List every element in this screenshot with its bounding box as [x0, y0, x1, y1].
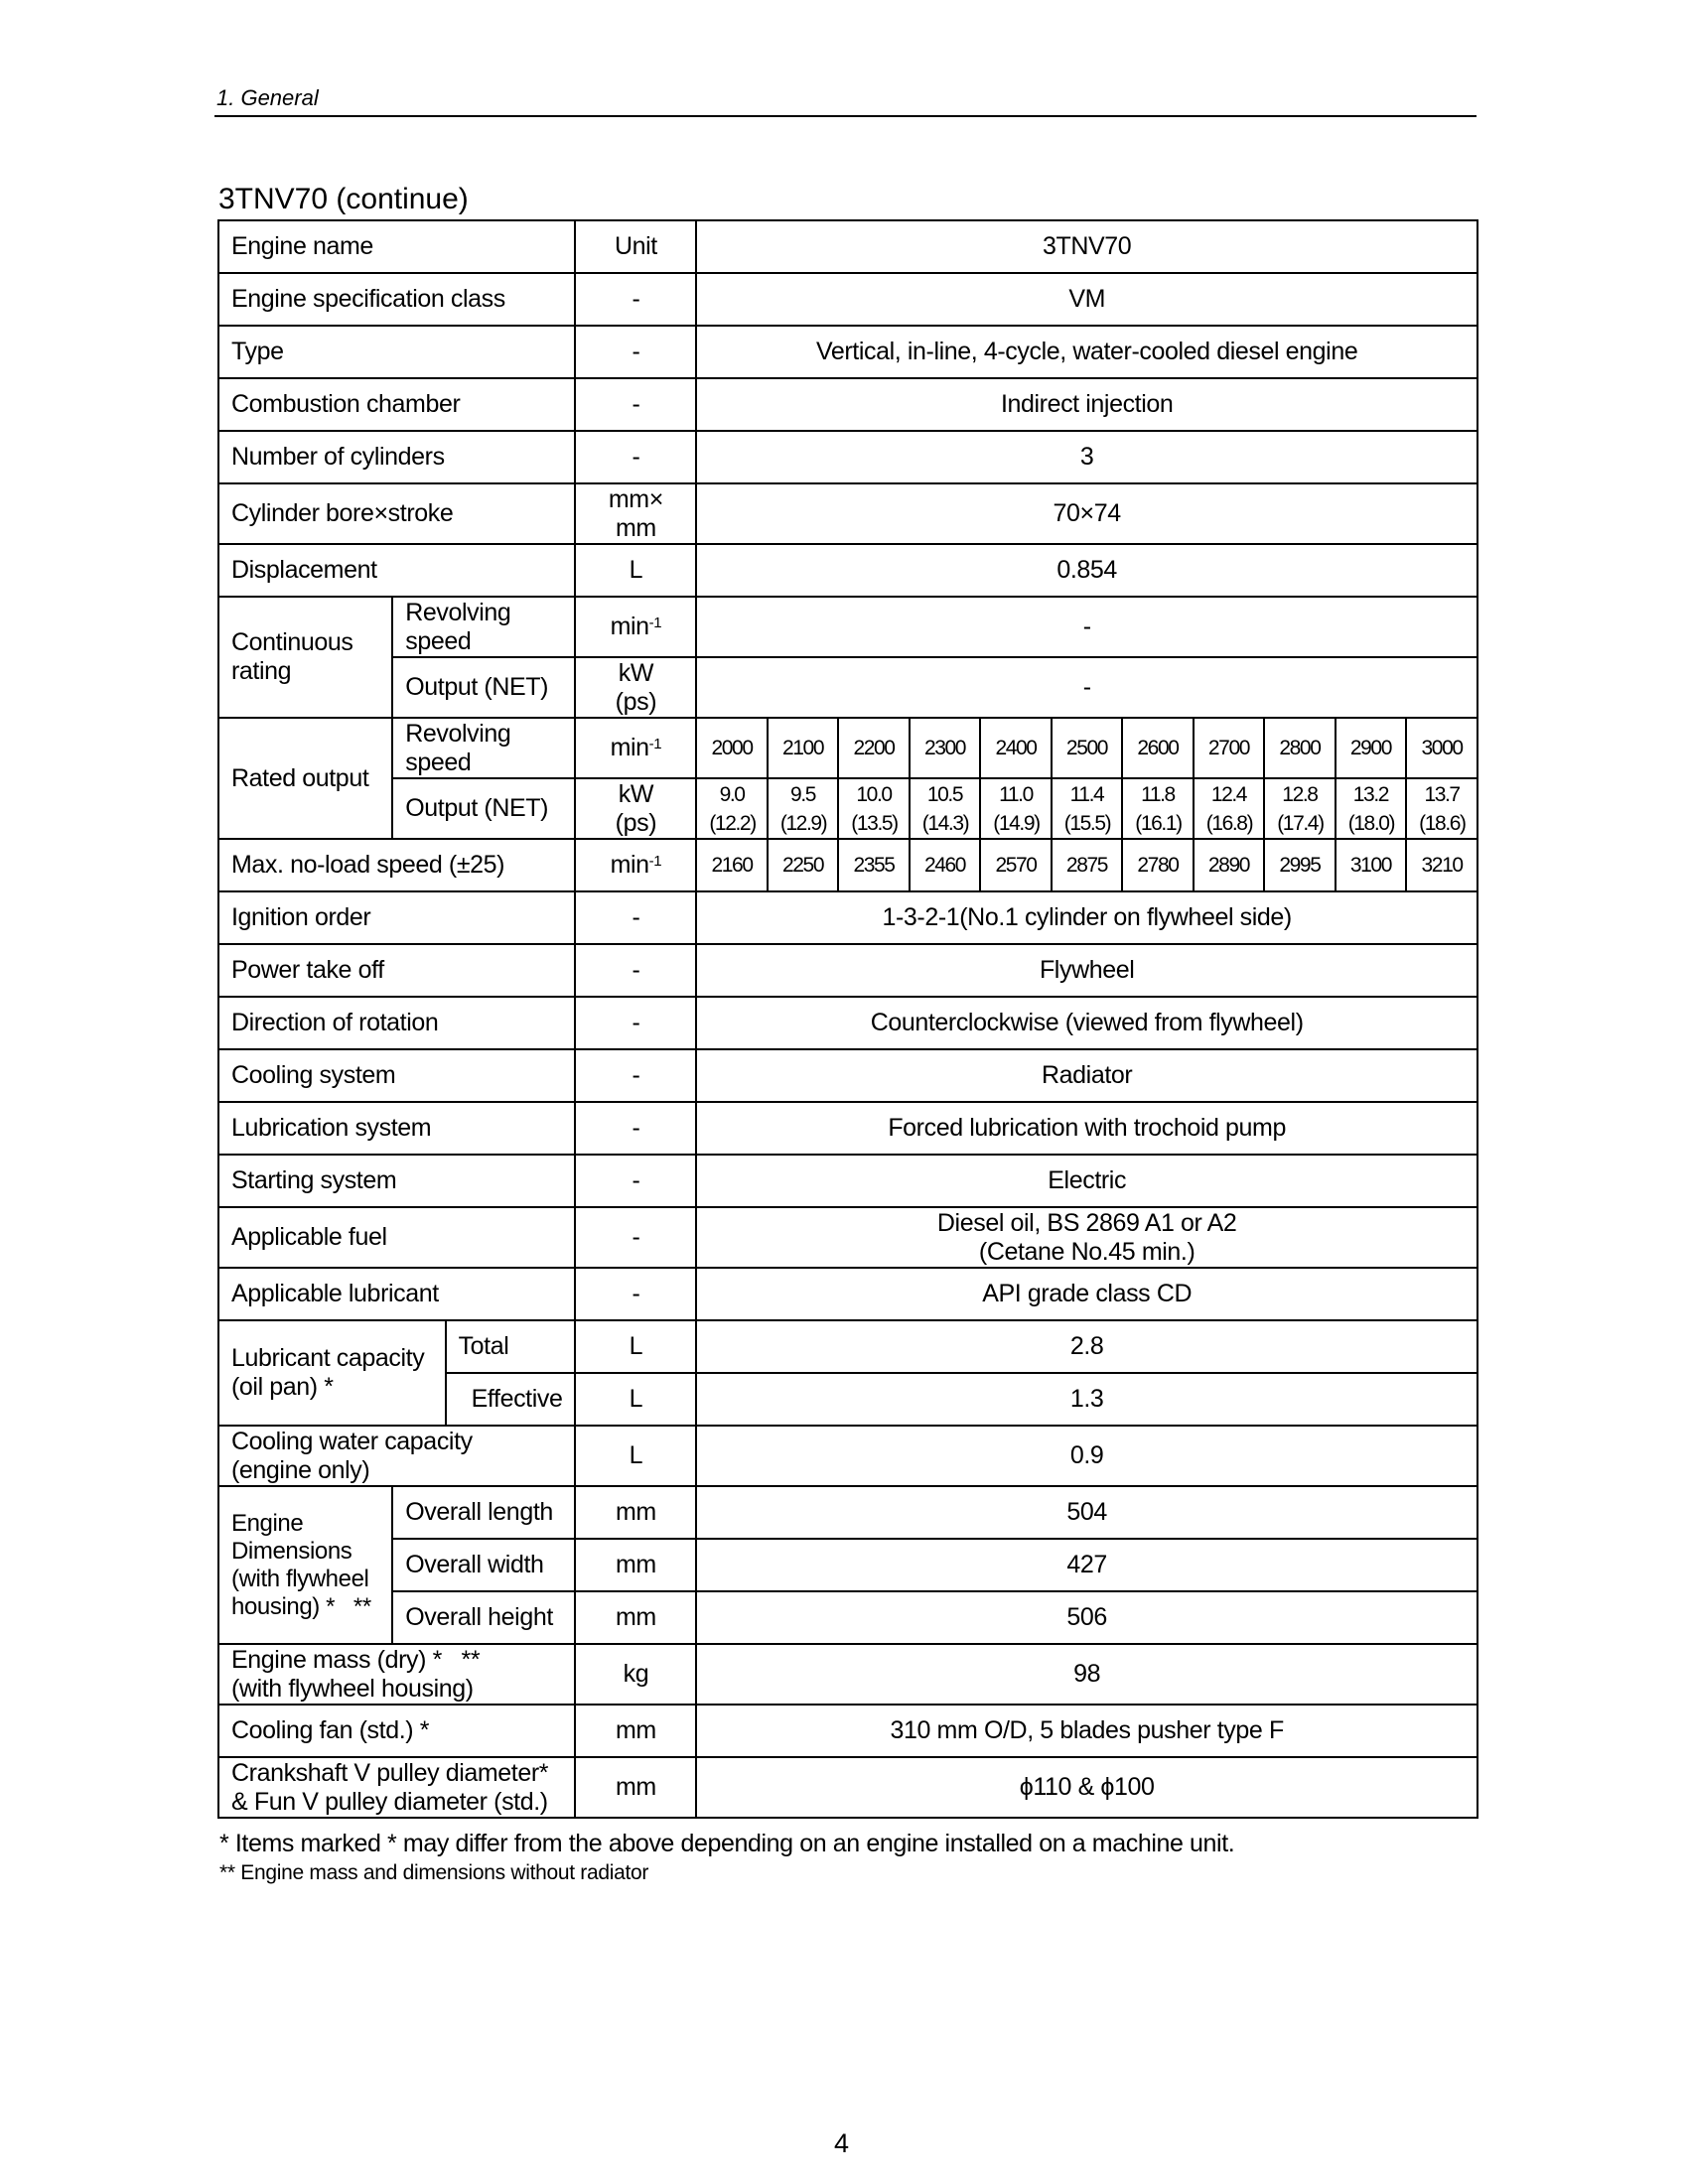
footnote: ** Engine mass and dimensions without radiator	[219, 1861, 649, 1884]
group-label: Rated output	[218, 718, 392, 839]
footnote: * Items marked * may differ from the above depending on an engine installed on a machine unit.	[219, 1830, 1235, 1857]
noload-speed-cell: 2570	[980, 839, 1051, 891]
table-row	[218, 1207, 1477, 1268]
row-label: Starting system	[218, 1155, 575, 1207]
row-unit: mm	[575, 1486, 696, 1539]
output-kw: 11.4	[1069, 782, 1104, 806]
output-kw: 11.8	[1141, 782, 1175, 806]
row-value: 0.854	[696, 544, 1477, 597]
output-ps: (14.9)	[993, 811, 1040, 835]
output-kw: 12.8	[1282, 782, 1318, 806]
unit-text: min	[610, 851, 649, 879]
output-kw: 11.0	[999, 782, 1033, 806]
unit-header: Unit	[575, 220, 696, 273]
label-line: Revolving	[405, 719, 511, 748]
unit-line: kW	[618, 658, 654, 687]
sub-label	[392, 718, 575, 778]
output-kw: 12.4	[1210, 782, 1247, 806]
label-line: Lubricant capacity	[231, 1344, 425, 1372]
row-unit: L	[575, 1373, 696, 1426]
table-row	[218, 326, 1477, 378]
table-row	[218, 891, 1477, 944]
row-value: Forced lubrication with trochoid pump	[696, 1102, 1477, 1155]
table-row	[218, 839, 1477, 891]
table-row	[218, 718, 1477, 778]
row-value: 1-3-2-1(No.1 cylinder on flywheel side)	[696, 891, 1477, 944]
label-line: speed	[405, 626, 472, 655]
rated-output-cell	[1264, 778, 1335, 839]
row-value: Electric	[696, 1155, 1477, 1207]
row-value: Vertical, in-line, 4-cycle, water-cooled diesel engine	[696, 326, 1477, 378]
rated-speed-cell: 2700	[1194, 718, 1264, 778]
table-row	[218, 1591, 1477, 1644]
row-value: -	[696, 597, 1477, 657]
section-header: 1. General	[216, 85, 319, 110]
output-ps: (16.8)	[1205, 811, 1253, 835]
table-row	[218, 997, 1477, 1049]
row-label: Combustion chamber	[218, 378, 575, 431]
row-unit: -	[575, 378, 696, 431]
noload-speed-cell: 2250	[768, 839, 838, 891]
row-label: Power take off	[218, 944, 575, 997]
table-row	[218, 944, 1477, 997]
label-line: Continuous	[231, 628, 353, 656]
label-line: Cooling water capacity	[231, 1427, 473, 1455]
rated-speed-cell: 2200	[838, 718, 909, 778]
row-value: 427	[696, 1539, 1477, 1591]
rated-output-cell	[1336, 778, 1406, 839]
row-value: VM	[696, 273, 1477, 326]
table-row	[218, 273, 1477, 326]
row-label: Cylinder bore×stroke	[218, 483, 575, 544]
output-ps: (12.2)	[709, 811, 756, 835]
value-line: Diesel oil, BS 2869 A1 or A2	[936, 1208, 1237, 1237]
unit-line: mm	[615, 513, 656, 542]
row-label: Number of cylinders	[218, 431, 575, 483]
rated-speed-cell: 2400	[980, 718, 1051, 778]
table-row	[218, 1268, 1477, 1320]
row-label: Type	[218, 326, 575, 378]
unit-exponent: -1	[648, 614, 662, 631]
output-ps: (12.9)	[779, 811, 827, 835]
row-unit	[575, 657, 696, 718]
row-unit: -	[575, 1102, 696, 1155]
table-row	[218, 597, 1477, 657]
unit-exponent: -1	[648, 853, 662, 870]
output-kw: 13.7	[1424, 782, 1460, 806]
noload-speed-cell: 2355	[838, 839, 909, 891]
row-label: Applicable lubricant	[218, 1268, 575, 1320]
row-unit: mm	[575, 1591, 696, 1644]
row-label	[218, 1426, 575, 1486]
noload-speed-cell: 2995	[1264, 839, 1335, 891]
unit-line: mm×	[608, 484, 663, 513]
table-row	[218, 483, 1477, 544]
output-kw: 9.5	[790, 782, 816, 806]
row-value: Flywheel	[696, 944, 1477, 997]
row-unit: mm	[575, 1757, 696, 1818]
row-unit	[575, 483, 696, 544]
rated-speed-cell: 2500	[1052, 718, 1122, 778]
sub-label: Overall width	[392, 1539, 575, 1591]
row-label: Displacement	[218, 544, 575, 597]
output-ps: (15.5)	[1063, 811, 1111, 835]
output-ps: (18.0)	[1347, 811, 1395, 835]
row-unit: mm	[575, 1705, 696, 1757]
table-row	[218, 1644, 1477, 1705]
rated-speed-cell: 2000	[696, 718, 767, 778]
row-unit	[575, 718, 696, 778]
sub-label: Effective	[446, 1373, 576, 1426]
table-row	[218, 1705, 1477, 1757]
rated-output-cell	[1406, 778, 1477, 839]
label-line: Revolving	[405, 598, 511, 626]
row-value: 3	[696, 431, 1477, 483]
label-line: Dimensions	[231, 1537, 352, 1565]
unit-text: min	[610, 613, 649, 640]
table-row	[218, 1426, 1477, 1486]
table-row	[218, 778, 1477, 839]
table-row	[218, 431, 1477, 483]
label-line: Engine	[231, 1509, 304, 1537]
output-kw: 9.0	[719, 782, 745, 806]
row-label: Cooling fan (std.) *	[218, 1705, 575, 1757]
label-line: speed	[405, 748, 472, 776]
rated-output-cell	[696, 778, 767, 839]
group-label	[218, 597, 392, 718]
spec-table	[217, 219, 1478, 1819]
row-unit: mm	[575, 1539, 696, 1591]
row-unit: -	[575, 273, 696, 326]
row-unit: L	[575, 544, 696, 597]
row-unit: L	[575, 1426, 696, 1486]
row-value	[696, 1207, 1477, 1268]
row-unit: -	[575, 1268, 696, 1320]
noload-speed-cell: 3210	[1406, 839, 1477, 891]
rated-output-cell	[1122, 778, 1193, 839]
unit-line: (ps)	[615, 808, 657, 837]
rated-speed-cell: 2100	[768, 718, 838, 778]
row-unit: -	[575, 1155, 696, 1207]
label-line: & Fun V pulley diameter (std.)	[231, 1787, 548, 1816]
label-line: rating	[231, 657, 292, 685]
page-number: 4	[834, 2128, 850, 2158]
rated-speed-cell: 3000	[1406, 718, 1477, 778]
rated-speed-cell: 2300	[910, 718, 980, 778]
rated-output-cell	[980, 778, 1051, 839]
row-value: Radiator	[696, 1049, 1477, 1102]
rated-output-cell	[838, 778, 909, 839]
row-unit: -	[575, 1049, 696, 1102]
row-label: Max. no-load speed (±25)	[218, 839, 575, 891]
row-label: Lubrication system	[218, 1102, 575, 1155]
sub-label: Output (NET)	[392, 657, 575, 718]
label-line: housing) * **	[231, 1592, 371, 1620]
label-line: (with flywheel	[231, 1565, 369, 1592]
rated-output-cell	[1052, 778, 1122, 839]
row-value: API grade class CD	[696, 1268, 1477, 1320]
row-unit: -	[575, 1207, 696, 1268]
noload-speed-cell: 2875	[1052, 839, 1122, 891]
table-row	[218, 1486, 1477, 1539]
output-ps: (16.1)	[1135, 811, 1182, 835]
row-unit: L	[575, 1320, 696, 1373]
label-line: (oil pan) *	[231, 1373, 334, 1401]
table-row	[218, 1155, 1477, 1207]
sub-label: Output (NET)	[392, 778, 575, 839]
row-value: 0.9	[696, 1426, 1477, 1486]
label-line: (engine only)	[231, 1455, 370, 1484]
row-unit	[575, 839, 696, 891]
row-value: 70×74	[696, 483, 1477, 544]
output-kw: 10.0	[856, 782, 892, 806]
row-value: 3TNV70	[696, 220, 1477, 273]
row-value: 310 mm O/D, 5 blades pusher type F	[696, 1705, 1477, 1757]
row-unit: kg	[575, 1644, 696, 1705]
row-value: -	[696, 657, 1477, 718]
rated-output-cell	[768, 778, 838, 839]
sub-label: Total	[446, 1320, 576, 1373]
output-kw: 10.5	[926, 782, 963, 806]
label-line: Crankshaft V pulley diameter*	[231, 1758, 549, 1787]
row-unit	[575, 778, 696, 839]
row-unit: -	[575, 891, 696, 944]
output-ps: (13.5)	[851, 811, 898, 835]
row-label: Ignition order	[218, 891, 575, 944]
row-value: 2.8	[696, 1320, 1477, 1373]
header-rule	[214, 115, 1477, 117]
unit-text: min	[610, 734, 649, 761]
noload-speed-cell: 2460	[910, 839, 980, 891]
table-row	[218, 1757, 1477, 1818]
row-value: ϕ110 & ϕ100	[696, 1757, 1477, 1818]
rated-speed-cell: 2600	[1122, 718, 1193, 778]
row-unit: -	[575, 997, 696, 1049]
label-line: (with flywheel housing)	[231, 1674, 474, 1703]
sub-label	[392, 597, 575, 657]
sub-label: Overall length	[392, 1486, 575, 1539]
group-label	[218, 1320, 446, 1426]
unit-line: (ps)	[615, 687, 657, 716]
row-label: Cooling system	[218, 1049, 575, 1102]
row-unit: -	[575, 431, 696, 483]
value-line: (Cetane No.45 min.)	[978, 1237, 1196, 1266]
row-value: Indirect injection	[696, 378, 1477, 431]
table-row	[218, 220, 1477, 273]
row-value: 98	[696, 1644, 1477, 1705]
row-unit	[575, 597, 696, 657]
table-row	[218, 1102, 1477, 1155]
noload-speed-cell: 2160	[696, 839, 767, 891]
row-value: 506	[696, 1591, 1477, 1644]
rated-speed-cell: 2900	[1336, 718, 1406, 778]
row-value: Counterclockwise (viewed from flywheel)	[696, 997, 1477, 1049]
table-row	[218, 1320, 1477, 1373]
table-row	[218, 1539, 1477, 1591]
row-label: Engine name	[218, 220, 575, 273]
output-kw: 13.2	[1352, 782, 1389, 806]
output-ps: (17.4)	[1277, 811, 1324, 835]
row-unit: -	[575, 944, 696, 997]
sub-label: Overall height	[392, 1591, 575, 1644]
unit-line: kW	[618, 779, 654, 808]
group-label	[218, 1486, 392, 1644]
row-label	[218, 1644, 575, 1705]
row-label	[218, 1757, 575, 1818]
row-label: Engine specification class	[218, 273, 575, 326]
noload-speed-cell: 2890	[1194, 839, 1264, 891]
row-value: 504	[696, 1486, 1477, 1539]
table-row	[218, 378, 1477, 431]
rated-output-cell	[910, 778, 980, 839]
table-row	[218, 657, 1477, 718]
table-row	[218, 1049, 1477, 1102]
row-label: Applicable fuel	[218, 1207, 575, 1268]
noload-speed-cell: 3100	[1336, 839, 1406, 891]
rated-speed-cell: 2800	[1264, 718, 1335, 778]
label-line: Engine mass (dry) * **	[231, 1645, 481, 1674]
row-value: 1.3	[696, 1373, 1477, 1426]
output-ps: (14.3)	[921, 811, 969, 835]
row-unit: -	[575, 326, 696, 378]
noload-speed-cell: 2780	[1122, 839, 1193, 891]
table-row	[218, 544, 1477, 597]
row-label: Direction of rotation	[218, 997, 575, 1049]
rated-output-cell	[1194, 778, 1264, 839]
output-ps: (18.6)	[1419, 811, 1466, 835]
unit-exponent: -1	[648, 736, 662, 752]
table-title: 3TNV70 (continue)	[218, 183, 469, 215]
